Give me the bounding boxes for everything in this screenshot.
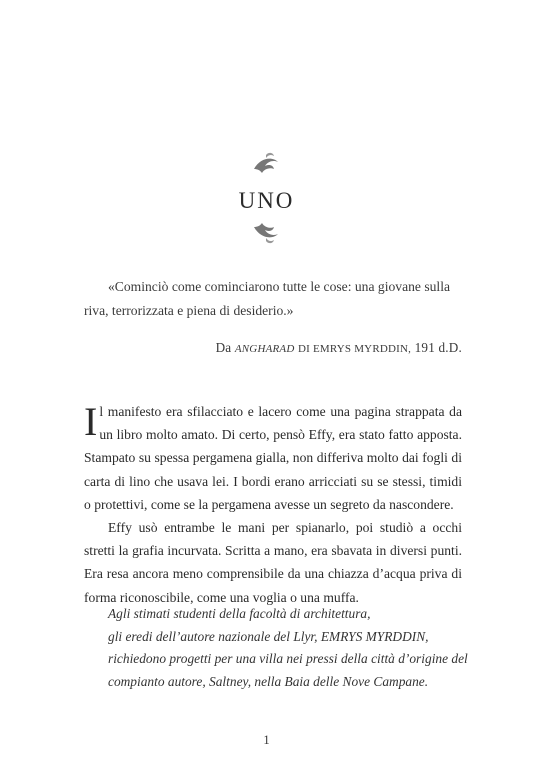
chapter-title: UNO: [238, 188, 295, 213]
attribution-prefix: Da: [215, 340, 232, 355]
attribution-year: 191 d.D.: [414, 340, 462, 355]
epigraph-attribution: [84, 340, 462, 356]
epigraph-quote: «Cominciò come cominciarono tutte le cose: una giovane sulla riva, terrorizzata e piena di desiderio.»: [84, 279, 451, 318]
attribution-author: DI EMRYS MYRDDIN,: [298, 343, 412, 355]
chapter-body: [84, 400, 462, 609]
drop-cap: I: [84, 399, 98, 444]
paragraph-1-text: l manifesto era sfilacciato e lacero come una pagina strappata da un libro molto amato. Di certo, pensò Effy, era stato fatto apposta. Stampato su spessa pergamena gialla, non differiva molto dai fogli di carta di lino che usava lei. I bordi erano arricciati su se stessi, timidi o protettivi, come se la pergamena avesse un segreto da nascondere.: [84, 404, 462, 512]
flourish-top-icon: [246, 152, 286, 178]
manifesto-letter: Agli stimati studenti della facoltà di architettura, gli eredi dell’autore nazionale del Llyr, EMRYS MYRDDIN, richiedono progetti per una villa nei pressi della città d’origine del compianto autore, Saltney, nella Baia delle Nove Campane.: [108, 606, 468, 689]
attribution-work-title: ANGHARAD: [234, 343, 295, 355]
page-number: 1: [263, 733, 270, 747]
paragraph-2: Effy usò entrambe le mani per spianarlo, poi studiò a occhi stretti la grafia incurvata. Scritta a mano, era sbavata in diversi punti. Era resa ancora meno comprensibile da una chiazza d’acqua priva di forma riconoscibile, come una voglia o una muffa.: [84, 520, 462, 605]
flourish-bottom-icon: [246, 218, 286, 244]
paragraph-1: [84, 400, 462, 516]
